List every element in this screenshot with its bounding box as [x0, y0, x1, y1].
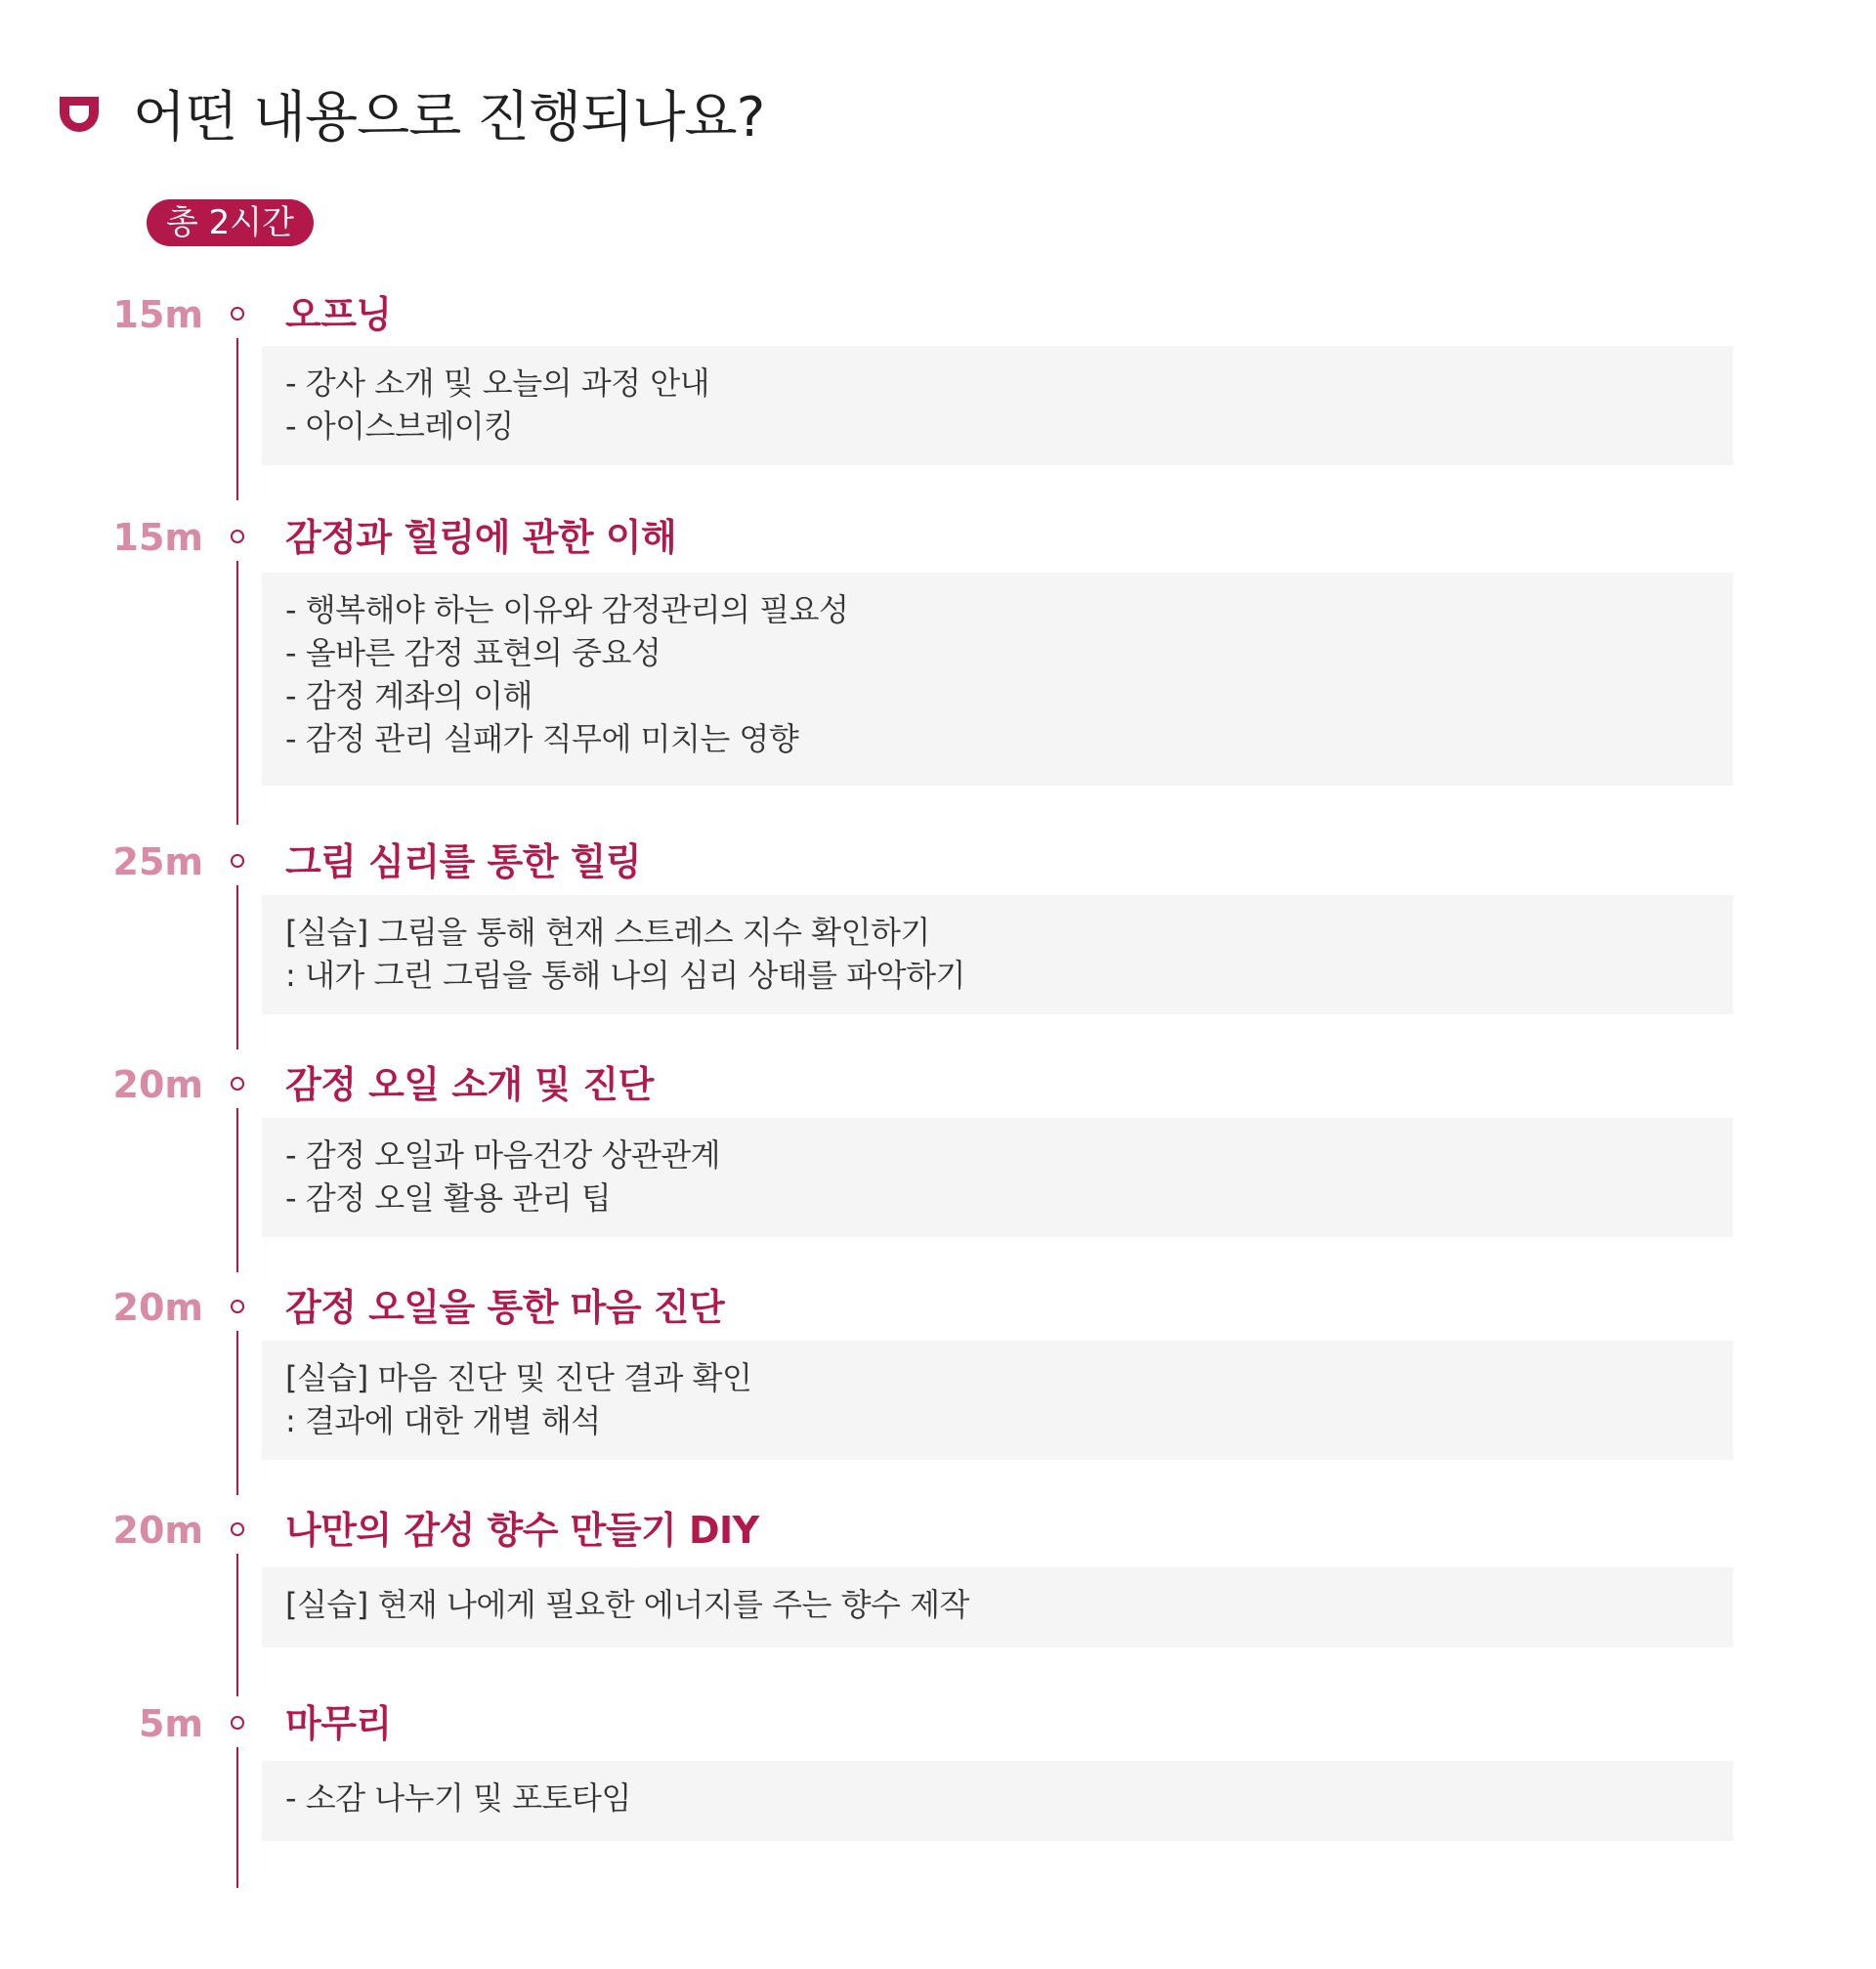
timeline-node-icon	[231, 854, 244, 868]
timeline-node-icon	[231, 530, 244, 543]
detail-line: - 강사 소개 및 오늘의 과정 안내	[285, 364, 710, 402]
detail-line: - 감정 계좌의 이해	[285, 677, 533, 714]
detail-line: - 감정 오일 활용 관리 팁	[285, 1179, 612, 1217]
timeline-connector	[236, 1554, 238, 1696]
session-detail-box	[262, 1118, 1733, 1237]
session-duration: 20m	[112, 1509, 203, 1552]
timeline-connector	[236, 561, 238, 825]
session-title: 나만의 감성 향수 만들기 DIY	[285, 1509, 759, 1552]
detail-line: [실습] 마음 진단 및 진단 결과 확인	[285, 1359, 752, 1396]
timeline-node-icon	[231, 1716, 244, 1730]
session-title: 마무리	[285, 1702, 392, 1745]
session-title: 감정 오일 소개 및 진단	[285, 1063, 654, 1106]
session-duration: 15m	[112, 516, 203, 559]
detail-line: [실습] 현재 나에게 필요한 에너지를 주는 향수 제작	[285, 1586, 969, 1623]
detail-line: [실습] 그림을 통해 현재 스트레스 지수 확인하기	[285, 914, 930, 951]
detail-line: - 감정 관리 실패가 직무에 미치는 영향	[285, 720, 799, 757]
detail-line: : 결과에 대한 개별 해석	[285, 1402, 601, 1439]
timeline-node-icon	[231, 1077, 244, 1091]
session-detail-box	[262, 346, 1733, 465]
detail-line: - 소감 나누기 및 포토타임	[285, 1779, 631, 1817]
timeline-connector	[236, 1331, 238, 1495]
session-detail-box	[262, 895, 1733, 1014]
timeline-node-icon	[231, 1300, 244, 1313]
session-title: 오프닝	[285, 293, 392, 336]
timeline-connector	[236, 1747, 238, 1888]
session-detail-box	[262, 1761, 1733, 1841]
session-detail-box	[262, 1567, 1733, 1648]
session-detail-box	[262, 1341, 1733, 1460]
timeline-connector	[236, 885, 238, 1049]
session-title: 감정과 힐링에 관한 이해	[285, 516, 677, 559]
detail-line: - 올바른 감정 표현의 중요성	[285, 634, 661, 671]
timeline-node-icon	[231, 1522, 244, 1536]
page-title: 어떤 내용으로 진행되나요?	[133, 86, 765, 150]
detail-line: : 내가 그린 그림을 통해 나의 심리 상태를 파악하기	[285, 957, 965, 994]
timeline-connector	[236, 1108, 238, 1272]
session-duration: 5m	[138, 1702, 203, 1745]
total-duration-badge: 총 2시간	[147, 199, 314, 246]
detail-line: - 감정 오일과 마음건강 상관관계	[285, 1136, 721, 1174]
detail-line: - 아이스브레이킹	[285, 407, 514, 445]
session-duration: 20m	[112, 1063, 203, 1106]
detail-line: - 행복해야 하는 이유와 감정관리의 필요성	[285, 591, 849, 628]
session-duration: 20m	[112, 1286, 203, 1329]
timeline-connector	[236, 338, 238, 500]
session-title: 감정 오일을 통한 마음 진단	[285, 1286, 725, 1329]
session-duration: 25m	[112, 840, 203, 883]
session-detail-box	[262, 573, 1733, 786]
timeline-node-icon	[231, 307, 244, 321]
session-duration: 15m	[112, 293, 203, 336]
session-title: 그림 심리를 통한 힐링	[285, 840, 642, 883]
